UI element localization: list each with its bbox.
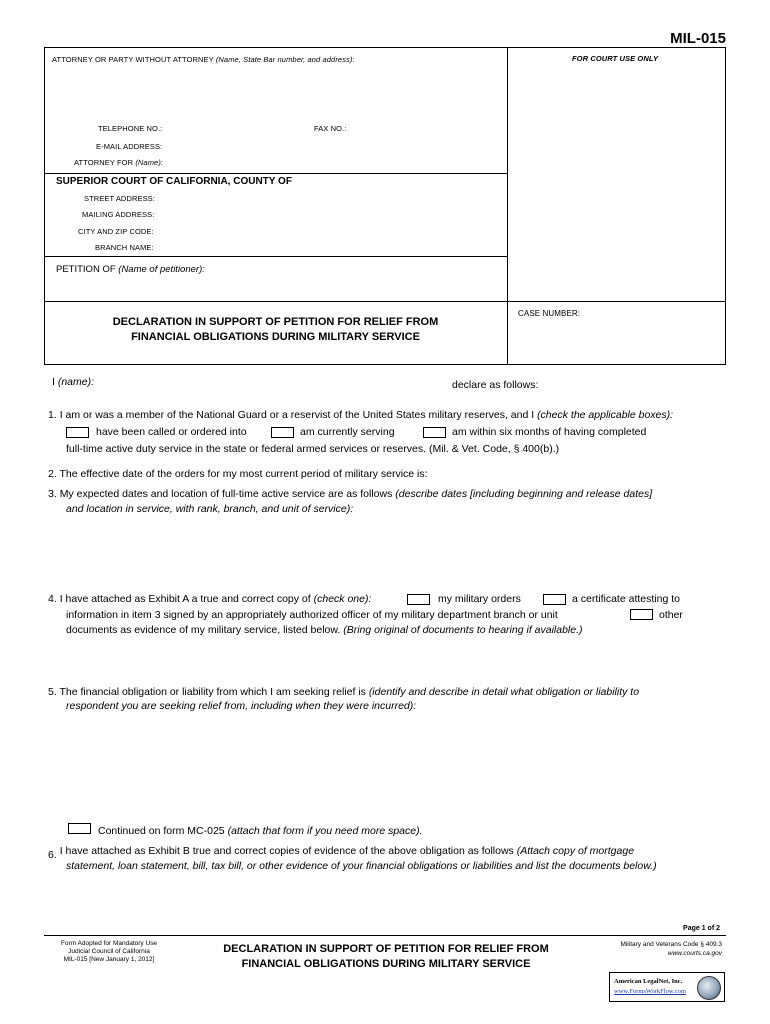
code-citation xyxy=(620,940,722,958)
page-number: Page 1 of 2 xyxy=(683,925,720,932)
court-use-divider xyxy=(507,47,508,365)
city-label: CITY AND ZIP CODE: xyxy=(78,227,154,236)
item-4-text: I have attached as Exhibit A a true and correct copy of xyxy=(59,593,311,605)
other-documents-label: other xyxy=(659,609,683,621)
vendor-stamp xyxy=(609,972,725,1002)
attorney-for-field[interactable] xyxy=(166,155,502,167)
mailing-field[interactable] xyxy=(160,207,502,219)
continued-label: Continued on form MC-025 xyxy=(98,825,225,837)
item-1-text: I am or was a member of the National Guard or a reservist of the United States military reserves, and I xyxy=(59,409,535,421)
fax-label: FAX NO.: xyxy=(314,124,347,133)
item-5-hint-2: respondent you are seeking relief from, including when they were incurred): xyxy=(66,700,417,712)
military-orders-checkbox[interactable] xyxy=(407,594,430,605)
item-6 xyxy=(48,845,635,861)
called-into-checkbox[interactable] xyxy=(66,427,89,438)
item-2-number: 2. xyxy=(48,468,57,480)
item-3-number: 3. xyxy=(48,488,57,500)
divider-line xyxy=(44,173,507,174)
i-hint: (name): xyxy=(57,376,95,388)
footer-title-line-1: DECLARATION IN SUPPORT OF PETITION FOR RELIEF FROM xyxy=(223,943,549,955)
item-4 xyxy=(48,593,371,605)
item-1-number: 1. xyxy=(48,409,57,421)
declarant-name-field[interactable] xyxy=(100,374,440,388)
continued-row xyxy=(98,825,423,837)
email-field[interactable] xyxy=(166,139,502,151)
item-1 xyxy=(48,409,673,421)
item-4-line-3-hint: (Bring original of documents to hearing if available.) xyxy=(343,624,583,636)
attorney-label-row xyxy=(52,55,355,64)
footer-rule xyxy=(44,935,726,936)
item-5-text: The financial obligation or liability from which I am seeking relief is xyxy=(59,686,366,698)
courts-website: www.courts.ca.gov xyxy=(667,950,722,957)
called-into-label: have been called or ordered into xyxy=(96,426,247,438)
court-use-label: FOR COURT USE ONLY xyxy=(572,54,659,63)
item-3-text: My expected dates and location of full-time active service are as follows xyxy=(59,488,393,500)
divider-line xyxy=(44,256,507,257)
adoption-line-1: Form Adopted for Mandatory Use xyxy=(60,940,158,947)
currently-serving-label: am currently serving xyxy=(300,426,395,438)
fax-field[interactable] xyxy=(352,121,502,133)
certificate-label: a certificate attesting to xyxy=(572,593,680,605)
branch-field[interactable] xyxy=(160,240,502,252)
petitioner-field[interactable] xyxy=(216,262,502,296)
street-label: STREET ADDRESS: xyxy=(84,194,155,203)
item-6-hint-2: statement, loan statement, bill, tax bill, or other evidence of your financial obligations or liabilities and list the documents below.) xyxy=(66,860,657,872)
code-reference: Military and Veterans Code § 409.3 xyxy=(620,941,722,948)
attorney-label: ATTORNEY OR PARTY WITHOUT ATTORNEY xyxy=(52,55,214,64)
currently-serving-checkbox[interactable] xyxy=(271,427,294,438)
other-documents-checkbox[interactable] xyxy=(630,609,653,620)
form-number: MIL-015 xyxy=(670,30,726,47)
exhibit-b-documents-field[interactable] xyxy=(66,876,720,920)
adoption-line-3: MIL-015 [New January 1, 2012] xyxy=(63,956,155,963)
telephone-label: TELEPHONE NO.: xyxy=(98,124,163,133)
within-six-months-checkbox[interactable] xyxy=(423,427,446,438)
street-field[interactable] xyxy=(160,191,502,203)
within-six-months-label: am within six months of having completed xyxy=(452,426,647,438)
vendor-name: American LegalNet, Inc. xyxy=(614,978,683,985)
footer-title-line-2: FINANCIAL OBLIGATIONS DURING MILITARY SERVICE xyxy=(241,958,531,970)
item-3 xyxy=(48,488,652,500)
divider-line xyxy=(44,301,726,302)
financial-obligation-field[interactable] xyxy=(66,716,720,818)
military-orders-label: my military orders xyxy=(438,593,521,605)
vendor-link[interactable]: www.FormsWorkFlow.com xyxy=(614,988,686,995)
item-6-number: 6. xyxy=(48,849,57,861)
attorney-hint: (Name, State Bar number, and address): xyxy=(215,55,355,64)
attorney-for-label: ATTORNEY FOR xyxy=(74,158,134,167)
item-3-hint-1: (describe dates [including beginning and release dates] xyxy=(395,488,653,500)
city-field[interactable] xyxy=(160,224,502,236)
item-2-text: The effective date of the orders for my most current period of military service is: xyxy=(59,468,428,480)
item-1-line-2: full-time active duty service in the state or federal armed services or reserves. (Mil. & Vet. Code, § 400(b).) xyxy=(66,443,560,455)
service-documents-list-field[interactable] xyxy=(66,640,720,680)
attorney-for-hint: (Name): xyxy=(135,158,164,167)
item-6-text: I have attached as Exhibit B true and correct copies of evidence of the above obligation as follows xyxy=(59,845,514,857)
attorney-for-row xyxy=(74,158,163,167)
declarant-label xyxy=(52,376,94,388)
orders-effective-date-field[interactable] xyxy=(466,466,720,480)
adoption-note xyxy=(44,940,174,964)
item-4-line-2: information in item 3 signed by an appropriately authorized officer of my military department branch or unit xyxy=(66,609,558,621)
item-4-number: 4. xyxy=(48,593,57,605)
adoption-line-2: Judicial Council of California xyxy=(68,948,150,955)
branch-label: BRANCH NAME: xyxy=(95,243,154,252)
item-3-hint-2: and location in service, with rank, branch, and unit of service): xyxy=(66,503,354,515)
item-6-hint-1: (Attach copy of mortgage xyxy=(516,845,635,857)
continued-checkbox[interactable] xyxy=(68,823,91,834)
petition-of-hint: (Name of petitioner): xyxy=(118,264,205,275)
document-title xyxy=(44,315,507,345)
email-label: E-MAIL ADDRESS: xyxy=(96,142,163,151)
petition-of-row xyxy=(56,264,205,275)
document-title-line-1: DECLARATION IN SUPPORT OF PETITION FOR RELIEF FROM xyxy=(112,316,439,328)
case-number-field[interactable] xyxy=(512,322,720,360)
footer-title xyxy=(196,942,576,972)
vendor-logo-icon xyxy=(697,976,721,1000)
county-field[interactable] xyxy=(298,175,502,188)
case-number-label: CASE NUMBER: xyxy=(518,309,581,318)
declare-text: declare as follows: xyxy=(452,379,539,391)
document-title-line-2: FINANCIAL OBLIGATIONS DURING MILITARY SERVICE xyxy=(131,331,420,343)
court-title: SUPERIOR COURT OF CALIFORNIA, COUNTY OF xyxy=(56,176,292,187)
mailing-label: MAILING ADDRESS: xyxy=(82,210,155,219)
continued-hint: (attach that form if you need more space). xyxy=(227,825,423,837)
item-2 xyxy=(48,468,428,480)
petition-of-label: PETITION OF xyxy=(56,264,116,275)
item-1-hint: (check the applicable boxes): xyxy=(537,409,674,421)
item-4-line-3-text: documents as evidence of my military service, listed below. xyxy=(66,624,341,636)
active-service-details-field[interactable] xyxy=(66,520,720,588)
item-4-line-3 xyxy=(66,624,583,636)
item-5 xyxy=(48,686,639,698)
i-label: I xyxy=(52,376,55,388)
item-5-number: 5. xyxy=(48,686,57,698)
telephone-field[interactable] xyxy=(170,121,300,133)
attorney-name-field[interactable] xyxy=(52,66,502,116)
item-4-hint: (check one): xyxy=(313,593,372,605)
certificate-checkbox[interactable] xyxy=(543,594,566,605)
item-5-hint-1: (identify and describe in detail what obligation or liability to xyxy=(368,686,640,698)
